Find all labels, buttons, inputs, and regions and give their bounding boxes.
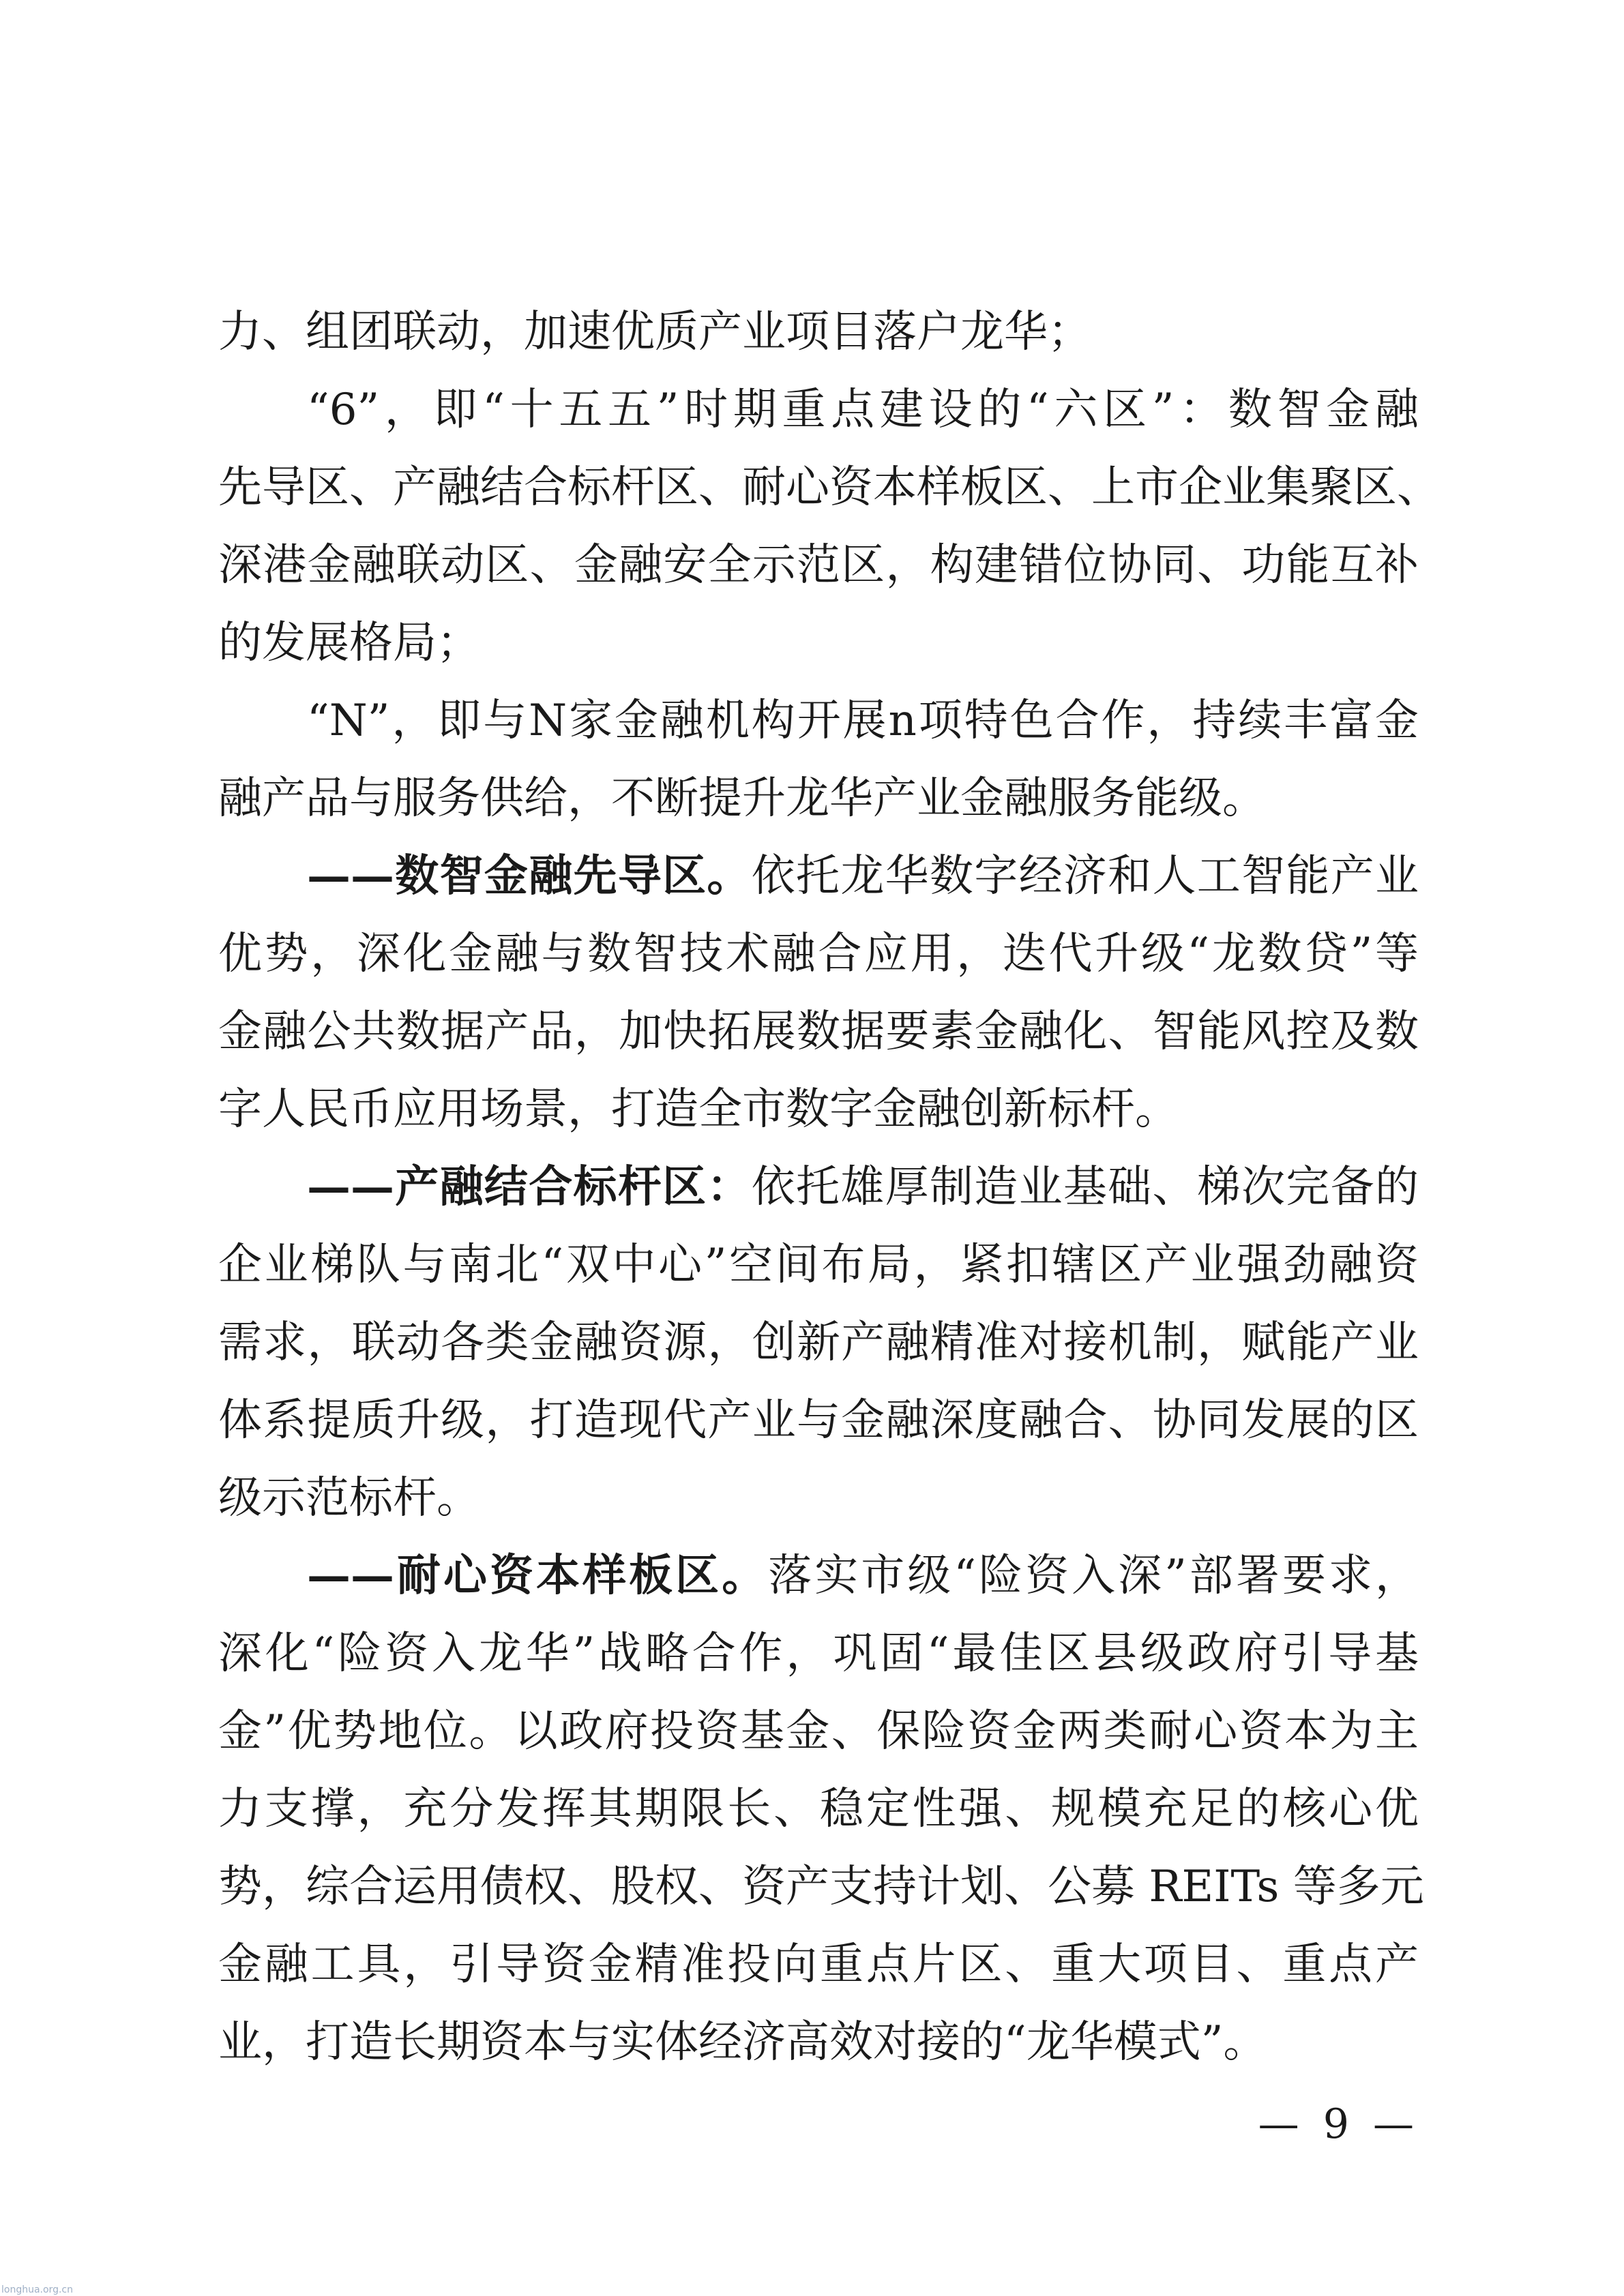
- paragraph-line: [218, 1148, 1419, 1226]
- section-heading: ——耐心资本样板区。: [307, 1550, 769, 1601]
- paragraph-line: 深化“险资入龙华”战略合作，巩固“最佳区县级政府引导基: [218, 1628, 1419, 1679]
- paragraph-line: 级示范标杆。: [218, 1473, 480, 1523]
- paragraph-line: 需求，联动各类金融资源，创新产融精准对接机制，赋能产业: [218, 1317, 1419, 1368]
- paragraph-line: “N”，即与N家金融机构开展n项特色合作，持续丰富金: [307, 696, 1419, 746]
- paragraph-line: 势，综合运用债权、股权、资产支持计划、公募 REITs 等多元: [218, 1862, 1424, 1912]
- watermark: longhua.org.cn: [1, 2284, 73, 2295]
- paragraph-line: 力支撑，充分发挥其期限长、稳定性强、规模充足的核心优: [218, 1784, 1419, 1834]
- paragraph-line: [218, 1537, 1419, 1615]
- paragraph-text: 依托龙华数字经济和人工智能产业: [751, 851, 1419, 901]
- paragraph-line: 金”优势地位。以政府投资基金、保险资金两类耐心资本为主: [218, 1706, 1419, 1757]
- page-number: — 9 —: [1258, 2100, 1419, 2148]
- section-heading: ——产融结合标杆区：: [307, 1161, 752, 1212]
- paragraph-line: “6”，即“十五五”时期重点建设的“六区”：数智金融: [307, 385, 1419, 435]
- paragraph-line: 体系提质升级，打造现代产业与金融深度融合、协同发展的区: [218, 1395, 1419, 1446]
- paragraph-line: 先导区、产融结合标杆区、耐心资本样板区、上市企业集聚区、: [218, 462, 1441, 513]
- paragraph-text: 依托雄厚制造业基础、梯次完备的: [751, 1162, 1419, 1212]
- paragraph-line: 金融公共数据产品，加快拓展数据要素金融化、智能风控及数: [218, 1007, 1419, 1057]
- paragraph-line: 企业梯队与南北“双中心”空间布局，紧扣辖区产业强劲融资: [218, 1240, 1419, 1290]
- paragraph-line: 业，打造长期资本与实体经济高效对接的“龙华模式”。: [218, 2017, 1267, 2068]
- paragraph-line: 字人民币应用场景，打造全市数字金融创新标杆。: [218, 1084, 1179, 1135]
- paragraph-line: 深港金融联动区、金融安全示范区，构建错位协同、功能互补: [218, 540, 1419, 591]
- paragraph-line: 的发展格局；: [218, 618, 480, 668]
- paragraph-line: 金融工具，引导资金精准投向重点片区、重大项目、重点产: [218, 1939, 1419, 1990]
- paragraph-text: 落实市级“险资入深”部署要求，: [768, 1551, 1419, 1601]
- paragraph-line: 优势，深化金融与数智技术融合应用，迭代升级“龙数贷”等: [218, 929, 1419, 979]
- document-body: [218, 293, 1441, 2081]
- paragraph-line: 融产品与服务供给，不断提升龙华产业金融服务能级。: [218, 773, 1266, 824]
- paragraph-line: 力、组团联动，加速优质产业项目落户龙华；: [218, 307, 1091, 357]
- section-heading: ——数智金融先导区。: [307, 850, 752, 901]
- paragraph-line: [218, 837, 1419, 915]
